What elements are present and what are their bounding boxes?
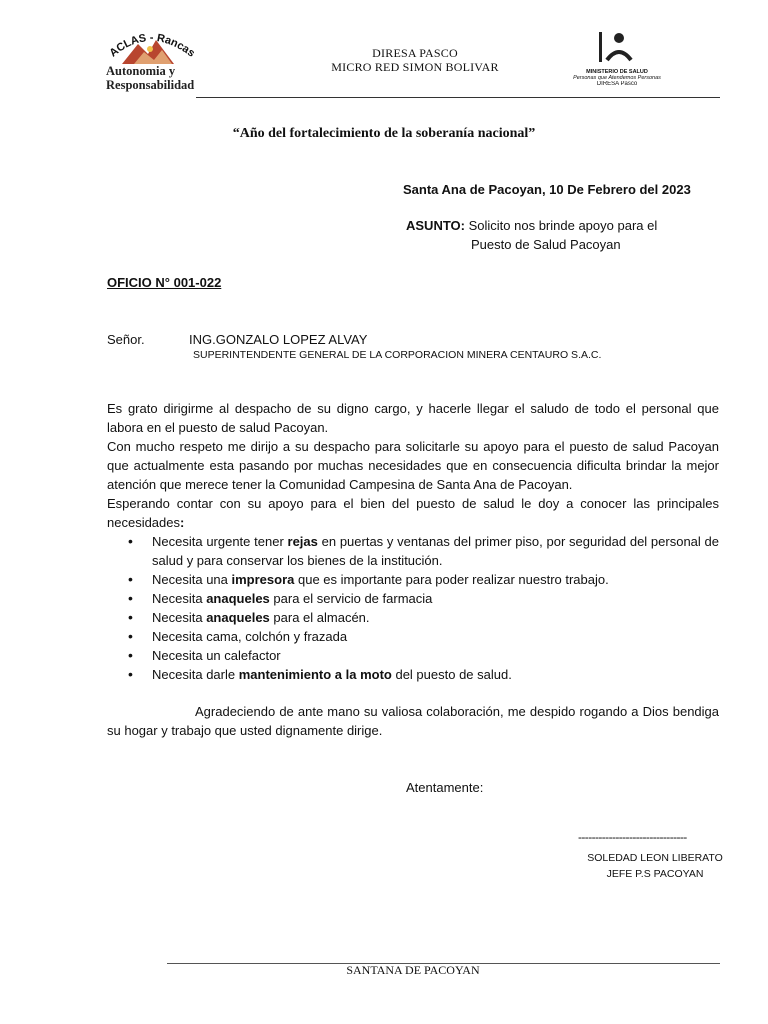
- need-item: • Necesita urgente tener rejas en puertas y ventanas del primer piso, por seguridad del personal de salud y para conservar los bienes de la institución.: [152, 532, 719, 570]
- needs-intro-colon: :: [180, 515, 185, 530]
- closing: Atentamente:: [406, 780, 484, 795]
- header-divider: [196, 97, 720, 98]
- letter-body: [107, 399, 719, 740]
- subject-label: ASUNTO:: [406, 218, 465, 233]
- date-line: Santa Ana de Pacoyan, 10 De Febrero del 2023: [403, 182, 691, 197]
- addressee-name: ING.GONZALO LOPEZ ALVAY: [189, 332, 368, 347]
- signature-block: [560, 850, 750, 882]
- paragraph-needs-intro: [107, 494, 719, 532]
- need-item: • Necesita darle mantenimiento a la moto del puesto de salud.: [152, 665, 719, 684]
- need-item: • Necesita anaqueles para el servicio de farmacia: [152, 589, 719, 608]
- salutation: Señor.: [107, 332, 145, 347]
- ministerio-salud-logo: [572, 30, 662, 90]
- subject-block: [406, 216, 706, 254]
- paragraph-thanks: Agradeciendo de ante mano su valiosa colaboración, me despido rogando a Dios bendiga su hogar y trabajo que usted dignamente dirige.: [107, 704, 719, 738]
- logo-arc-text: ACLAS - Rancas: [107, 31, 196, 60]
- logo-directorate-text: DIRESA Pasco: [596, 81, 638, 86]
- paragraph-request: Con mucho respeto me dirijo a su despacho para solicitarle su apoyo para el puesto de salud Pacoyan que actualmente esta pasando por muchas necesidades que en consecuencia dificulta brindar la mejor atención que merece tener la Comunidad Campesina de Santa Ana de Pacoyan.: [107, 439, 719, 492]
- need-item: • Necesita anaqueles para el almacén.: [152, 608, 719, 627]
- signature-line: --------------------------------: [578, 830, 687, 844]
- logo-motto-line1: Autonomia y: [106, 64, 176, 78]
- logo-tagline-text: Personas que Atendemos Personas: [573, 75, 661, 81]
- logo-ministry-text: MINISTERIO DE SALUD: [586, 69, 648, 75]
- header-line-diresa: DIRESA PASCO: [372, 46, 458, 60]
- header-line-microred: MICRO RED SIMON BOLIVAR: [331, 60, 499, 74]
- need-item: • Necesita un calefactor: [152, 646, 719, 665]
- oficio-number: OFICIO N° 001-022: [107, 275, 222, 290]
- year-motto: “Año del fortalecimiento de la soberanía nacional”: [232, 126, 536, 141]
- addressee-title: SUPERINTENDENTE GENERAL DE LA CORPORACION MINERA CENTAURO S.A.C.: [193, 349, 602, 361]
- footer-location: SANTANA DE PACOYAN: [346, 963, 480, 977]
- signer-name: SOLEDAD LEON LIBERATO: [587, 852, 723, 864]
- ministerio-salud-emblem: [597, 30, 637, 64]
- needs-list: [107, 532, 719, 684]
- aclas-mountain-emblem: [104, 30, 196, 68]
- aclas-rancas-logo: [104, 30, 196, 92]
- signer-role: JEFE P.S PACOYAN: [606, 868, 704, 880]
- needs-intro-text: Esperando contar con su apoyo para el bien del puesto de salud le doy a conocer las principales necesidades: [107, 496, 719, 530]
- logo-motto-line2: Responsabilidad: [106, 78, 195, 92]
- need-item: • Necesita cama, colchón y frazada: [152, 627, 719, 646]
- subject-line2: Puesto de Salud Pacoyan: [471, 237, 621, 252]
- subject-line1: Solicito nos brinde apoyo para el: [468, 218, 658, 233]
- paragraph-greeting: Es grato dirigirme al despacho de su digno cargo, y hacerle llegar el saludo de todo el personal que labora en el puesto de salud Pacoyan.: [107, 401, 719, 435]
- need-item: • Necesita una impresora que es importante para poder realizar nuestro trabajo.: [152, 570, 719, 589]
- header-institution: [290, 46, 540, 74]
